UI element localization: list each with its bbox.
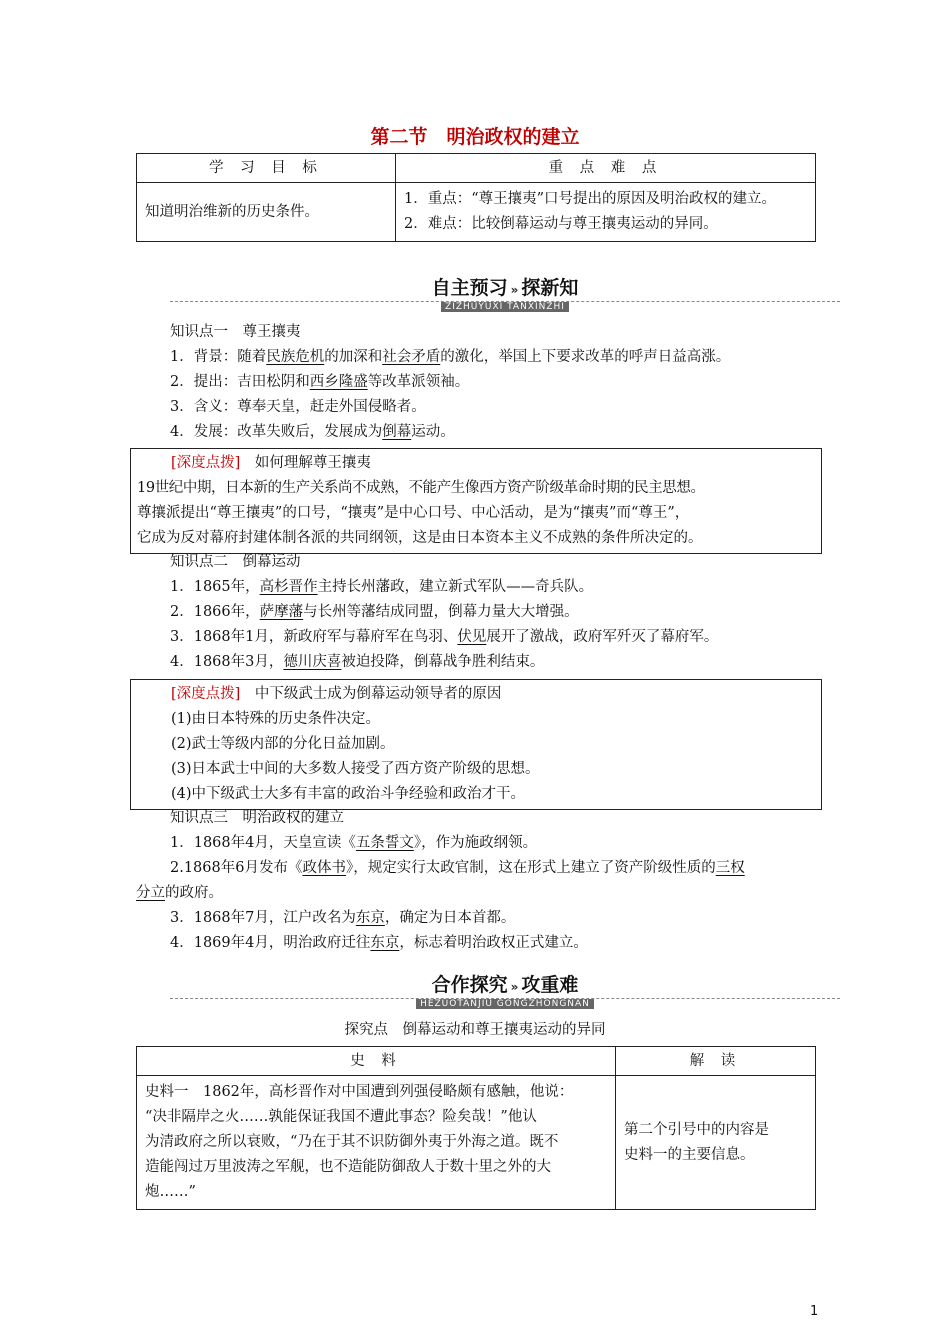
kp-line: 2.1868年6月发布《政体书》，规定实行太政官制，这在形式上建立了资产阶级性质的三权 — [170, 860, 745, 876]
tip-line: (3)日本武士中间的大多数人接受了西方资产阶级的思想。 — [171, 761, 540, 777]
keypoint-item: 1．重点：“尊王攘夷”口号提出的原因及明治政权的建立。 — [404, 191, 777, 207]
tip-line: (2)武士等级内部的分化日益加剧。 — [171, 736, 395, 752]
tip-heading: [深度点拨] 如何理解尊王攘夷 — [171, 455, 371, 471]
source-table — [136, 1046, 816, 1210]
keypoints-header: 重 点 难 点 — [396, 154, 816, 183]
tip-tag: [深度点拨] — [171, 686, 241, 702]
page-title: 第二节 明治政权的建立 — [370, 126, 580, 148]
tip-line: (4)中下级武士大多有丰富的政治斗争经验和政治才干。 — [171, 786, 526, 802]
page-number: 1 — [810, 1304, 819, 1319]
source-cell — [137, 1076, 616, 1210]
source-line: 炮……” — [145, 1184, 196, 1200]
tip-line: 它成为反对幕府封建体制各派的共同纲领，这是由日本资本主义不成熟的条件所决定的。 — [137, 530, 703, 546]
tip-line: (1)由日本特殊的历史条件决定。 — [171, 711, 381, 727]
section-banner-inquiry — [170, 970, 840, 1009]
kp-line: 3．含义：尊奉天皇，赶走外国侵略者。 — [170, 399, 426, 415]
tip-heading: [深度点拨] 中下级武士成为倒幕运动领导者的原因 — [171, 686, 502, 702]
banner-heading — [170, 970, 840, 997]
double-chevron-icon: » — [510, 980, 519, 994]
reading-cell — [616, 1076, 816, 1210]
knowledge-point-1 — [170, 320, 730, 445]
reading-header: 解 读 — [616, 1047, 816, 1076]
source-header: 史 料 — [137, 1047, 616, 1076]
kp-line: 1．背景：随着民族危机的加深和社会矛盾的激化，举国上下要求改革的呼声日益高涨。 — [170, 349, 731, 365]
kp-title: 知识点二 倒幕运动 — [170, 554, 301, 570]
kp-title: 知识点三 明治政权的建立 — [170, 810, 344, 826]
reading-line: 史料一的主要信息。 — [624, 1146, 755, 1163]
kp-line: 3．1868年1月，新政府军与幕府军在鸟羽、伏见展开了激战，政府军歼灭了幕府军。 — [170, 629, 719, 645]
keypoints-cell — [396, 183, 816, 242]
kp-line: 4．发展：改革失败后，发展成为倒幕运动。 — [170, 424, 455, 440]
kp-line: 4．1869年4月，明治政府迁往东京，标志着明治政权正式建立。 — [170, 935, 588, 951]
kp-title: 知识点一 尊王攘夷 — [170, 324, 301, 340]
kp-line: 1．1865年，高杉晋作主持长州藩政，建立新式军队——奇兵队。 — [170, 579, 594, 595]
kp-line: 分立的政府。 — [136, 885, 223, 901]
double-chevron-icon: » — [510, 283, 519, 297]
knowledge-point-2 — [170, 550, 718, 675]
section-banner-preview — [170, 273, 840, 312]
banner-sub-main: 探新知 — [521, 277, 579, 299]
source-line: 为清政府之所以衰败，“乃在于其不识防御外夷于外海之道。既不 — [145, 1134, 559, 1150]
kp-line: 4．1868年3月，德川庆喜被迫投降，倒幕战争胜利结束。 — [170, 654, 545, 670]
banner-pinyin: HEZUOTANJIU GONGZHONGNAN — [416, 999, 594, 1009]
tip-line: 19世纪中期，日本新的生产关系尚不成熟，不能产生像西方资产阶级革命时期的民主思想。 — [137, 480, 705, 496]
kp-line: 2．1866年，萨摩藩与长州等藩结成同盟，倒幕力量大大增强。 — [170, 604, 579, 620]
kp-line: 1．1868年4月，天皇宣读《五条誓文》，作为施政纲领。 — [170, 835, 538, 851]
knowledge-point-3 — [136, 806, 826, 956]
source-line: 造能闯过万里波涛之军舰，也不造能防御敌人于数十里之外的大 — [145, 1159, 551, 1175]
banner-sub-main: 攻重难 — [521, 974, 579, 996]
tip-line: 尊攘派提出“尊王攘夷”的口号，“攘夷”是中心口号、中心活动，是为“攘夷”而“尊王”， — [137, 505, 690, 521]
source-line: 史料一 1862年，高杉晋作对中国遭到列强侵略颇有感触，他说： — [145, 1084, 574, 1100]
goals-table — [136, 153, 816, 242]
tip-tag: [深度点拨] — [171, 455, 241, 471]
banner-main: 自主预习 — [431, 277, 508, 299]
reading-line: 第二个引号中的内容是 — [624, 1121, 769, 1138]
kp-line: 2．提出：吉田松阴和西乡隆盛等改革派领袖。 — [170, 374, 470, 390]
keypoint-item: 2．难点：比较倒幕运动与尊王攘夷运动的异同。 — [404, 216, 718, 232]
banner-main: 合作探究 — [431, 974, 508, 996]
goal-cell: 知道明治维新的历史条件。 — [137, 183, 396, 242]
tip-box-2 — [130, 679, 822, 810]
goals-header: 学 习 目 标 — [137, 154, 396, 183]
kp-line: 3．1868年7月，江户改名为东京，确定为日本首都。 — [170, 910, 516, 926]
tip-box-1 — [130, 448, 822, 554]
banner-pinyin: ZIZHUYUXI TANXINZHI — [441, 302, 569, 312]
source-line: “决非隔岸之火……孰能保证我国不遭此事态？险矣哉！”他认 — [145, 1109, 537, 1125]
inquiry-title: 探究点 倒幕运动和尊王攘夷运动的异同 — [344, 1022, 606, 1038]
banner-heading — [170, 273, 840, 300]
